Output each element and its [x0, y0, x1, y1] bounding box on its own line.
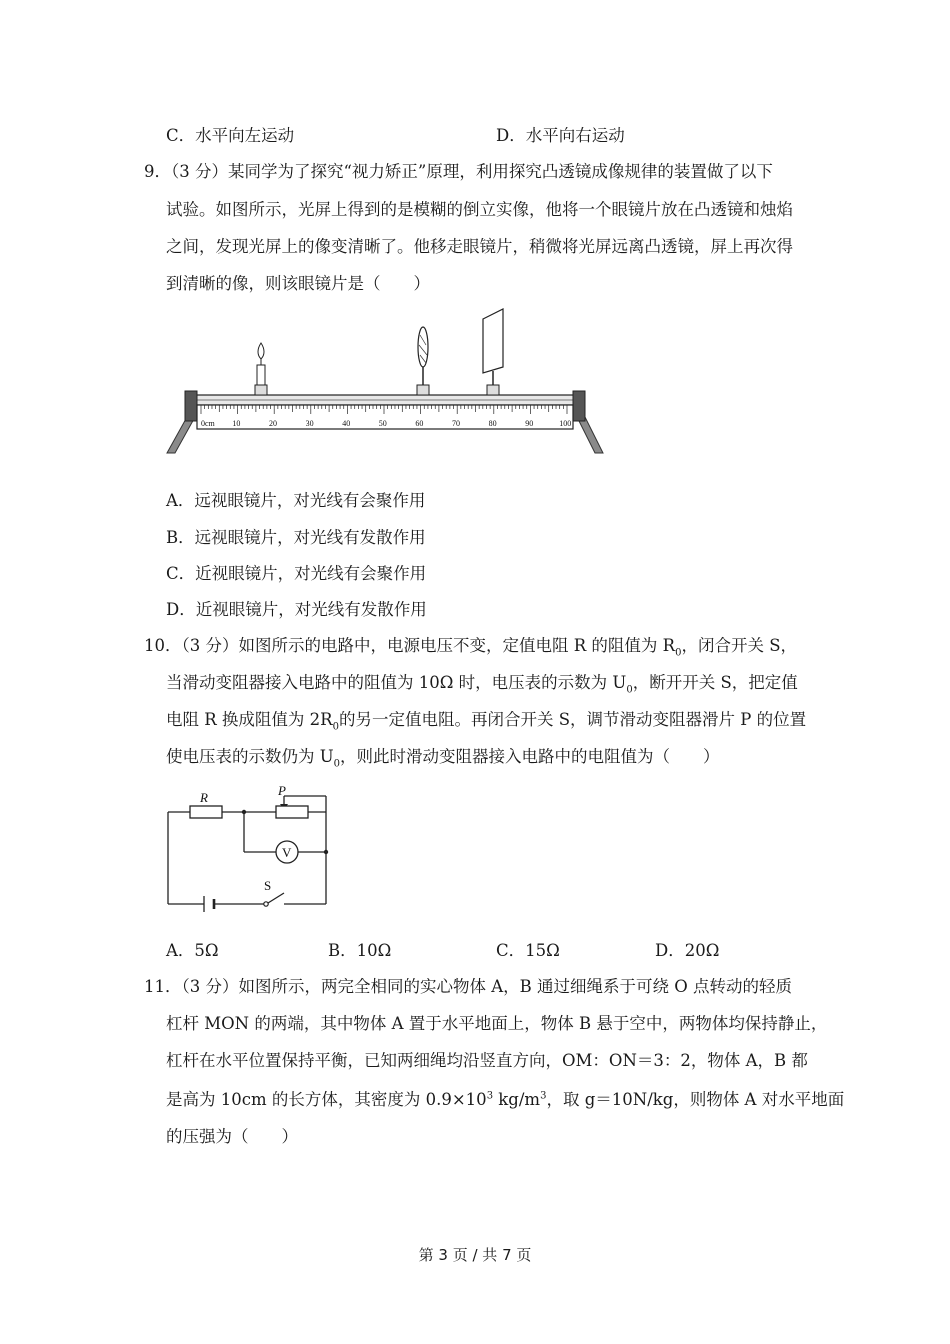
switch-blade	[268, 893, 284, 903]
q8-option-d: D．水平向右运动	[496, 126, 625, 145]
q9-option-c: C．近视眼镜片，对光线有会聚作用	[166, 564, 427, 583]
light-screen	[483, 309, 503, 395]
q9-option-b: B．远视眼镜片，对光线有发散作用	[166, 528, 426, 547]
rheostat	[276, 806, 308, 818]
q9-stem-line-3: 之间，发现光屏上的像变清晰了。他移走眼镜片，稍微将光屏远离凸透镜，屏上再次得	[166, 237, 793, 256]
q10-stem-line-3: 电阻 R 换成阻值为 $2R_0$的另一定值电阻。再闭合开关 S，调节滑动变阻器滑片 P 的位置	[166, 710, 807, 733]
q9-stem-line-2: 试验。如图所示，光屏上得到的是模糊的倒立实像，他将一个眼镜片放在凸透镜和烛焰	[166, 200, 793, 219]
ruler-tick-label: 100	[559, 419, 572, 428]
bench-left-leg	[167, 417, 195, 453]
resistor-r-label: R	[200, 790, 208, 805]
rheostat-p-label: P	[278, 783, 286, 798]
q9-stem-line-1: 9．（3 分）某同学为了探究“视力矫正”原理，利用探究凸透镜成像规律的装置做了以下	[144, 162, 773, 181]
voltmeter-label: V	[282, 845, 292, 860]
bench-right-end	[573, 391, 585, 421]
q10-stem-line-2: 当滑动变阻器接入电路中的阻值为 10Ω 时，电压表的示数为 $U_0$，断开开关 S，把定值	[166, 673, 798, 696]
q11-stem-line-2: 杠杆 MON 的两端，其中物体 A 置于水平地面上，物体 B 悬于空中，两物体均保持静止，	[166, 1014, 828, 1033]
q9-stem-line-4: 到清晰的像，则该眼镜片是（ ）	[166, 274, 430, 293]
circuit-diagram	[160, 782, 340, 918]
ruler-tick-label: 80	[488, 419, 497, 428]
ruler-tick-label: 20	[269, 419, 277, 428]
switch-label: S	[264, 878, 272, 893]
ruler-tick-label: 60	[415, 419, 424, 428]
q10-stem-line-1: 10．（3 分）如图所示的电路中，电源电压不变，定值电阻 R 的阻值为 $R_0$，闭合开关 S，	[144, 636, 798, 659]
q11-stem-line-5: 的压强为（ ）	[166, 1127, 298, 1146]
bench-left-end	[185, 391, 197, 421]
ruler-tick-label: 50	[378, 419, 387, 428]
switch-pivot	[264, 902, 268, 906]
page-footer: 第 3 页 / 共 7 页	[418, 1246, 532, 1264]
candle-flame	[258, 343, 264, 359]
q10-option-c: C．15Ω	[496, 941, 560, 960]
q10-option-b: B．10Ω	[328, 941, 392, 960]
q10-option-d: D．20Ω	[655, 941, 720, 960]
q10-option-a: A．5Ω	[166, 941, 219, 960]
ruler-tick-label: 30	[305, 419, 314, 428]
q8-option-c: C．水平向左运动	[166, 126, 295, 145]
bench-right-leg	[577, 417, 603, 453]
q11-stem-line-4: 是高为 10cm 的长方体，其密度为 $0.9\times 10^3$ $kg/m^3$，取 g＝10N/kg，则物体 A 对水平地面	[166, 1090, 845, 1109]
ruler-tick-label: 10	[232, 419, 241, 428]
candle	[255, 343, 267, 395]
ruler-tick-label: 40	[342, 419, 351, 428]
q9-option-a: A．远视眼镜片，对光线有会聚作用	[166, 491, 426, 510]
resistor-r	[190, 806, 222, 818]
ruler-tick-label: 70	[452, 419, 460, 428]
ruler-tick-label: 90	[525, 419, 534, 428]
q11-stem-line-1: 11．（3 分）如图所示，两完全相同的实心物体 A，B 通过细绳系于可绕 O 点转动的轻质	[144, 977, 793, 996]
q11-stem-line-3: 杠杆在水平位置保持平衡，已知两细绳均沿竖直方向，OM：ON＝3：2，物体 A，B 都	[166, 1051, 808, 1070]
optical-bench-figure	[165, 305, 607, 457]
q10-stem-line-4: 使电压表的示数仍为 $U_0$，则此时滑动变阻器接入电路中的电阻值为（ ）	[166, 747, 720, 770]
ruler-unit-label: 0cm	[201, 419, 215, 428]
convex-lens	[417, 327, 429, 395]
q9-option-d: D．近视眼镜片，对光线有发散作用	[166, 600, 427, 619]
